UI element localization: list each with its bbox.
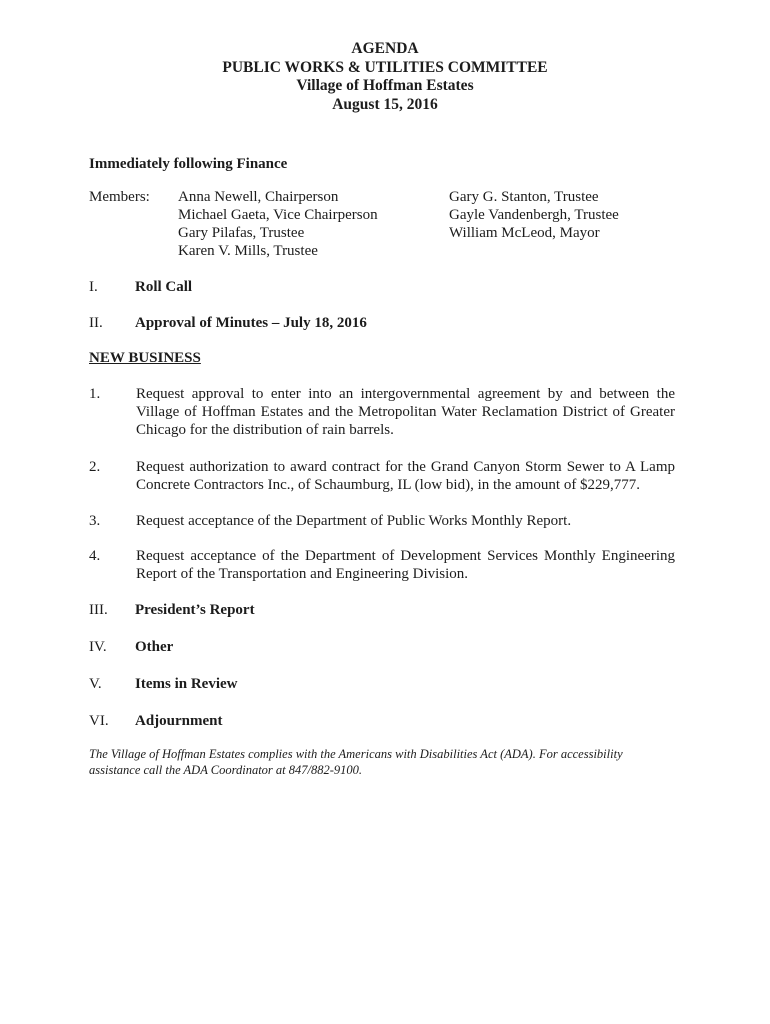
- section-title: Roll Call: [135, 279, 193, 295]
- member-name: William McLeod, Mayor: [449, 225, 600, 241]
- section-number: II.: [89, 315, 103, 331]
- agenda-header: [0, 40, 770, 114]
- section-title: Adjournment: [135, 713, 223, 729]
- member-name: Gary Pilafas, Trustee: [178, 225, 305, 241]
- member-name: Gary G. Stanton, Trustee: [449, 189, 599, 205]
- section-number: I.: [89, 279, 98, 295]
- members-column-left: [178, 188, 438, 260]
- member-name: Michael Gaeta, Vice Chairperson: [178, 207, 378, 223]
- item-text: Request authorization to award contract for the Grand Canyon Storm Sewer to A Lamp Concrete Contractors Inc., of Schaumburg, IL (low bid), in the amount of $229,777.: [136, 459, 675, 493]
- section-title: President’s Report: [135, 602, 255, 618]
- header-agenda: AGENDA: [351, 40, 419, 57]
- item-number: 2.: [89, 459, 101, 475]
- section-number: III.: [89, 602, 108, 618]
- section-number: V.: [89, 676, 102, 692]
- members-label: Members:: [89, 189, 150, 205]
- item-text: Request acceptance of the Department of Public Works Monthly Report.: [136, 513, 572, 529]
- item-text: Request acceptance of the Department of Development Services Monthly Engineering Report of the Transportation and Engineering Division.: [136, 548, 675, 582]
- header-village: Village of Hoffman Estates: [296, 77, 474, 94]
- header-committee: PUBLIC WORKS & UTILITIES COMMITTEE: [222, 58, 548, 76]
- item-text: Request approval to enter into an intergovernmental agreement by and between the Village of Hoffman Estates and the Metropolitan Water Reclamation District of Greater Chicago for the distribution of rain barrels.: [136, 386, 675, 438]
- section-number: IV.: [89, 639, 107, 655]
- section-number: VI.: [89, 713, 109, 729]
- header-date: August 15, 2016: [332, 95, 438, 113]
- item-number: 3.: [89, 513, 101, 529]
- members-column-right: [449, 188, 689, 242]
- member-name: Gayle Vandenbergh, Trustee: [449, 207, 619, 223]
- section-title: Items in Review: [135, 676, 238, 692]
- ada-notice: The Village of Hoffman Estates complies with the Americans with Disabilities Act (ADA). For accessibility assistance call the ADA Coordinator at 847/882-9100.: [89, 747, 623, 777]
- section-title: Approval of Minutes – July 18, 2016: [135, 315, 367, 331]
- section-title: Other: [135, 639, 174, 655]
- item-number: 1.: [89, 386, 101, 402]
- item-number: 4.: [89, 548, 101, 564]
- member-name: Anna Newell, Chairperson: [178, 189, 339, 205]
- member-name: Karen V. Mills, Trustee: [178, 243, 318, 259]
- new-business-heading: NEW BUSINESS: [89, 350, 201, 366]
- meeting-time-note: Immediately following Finance: [89, 156, 288, 172]
